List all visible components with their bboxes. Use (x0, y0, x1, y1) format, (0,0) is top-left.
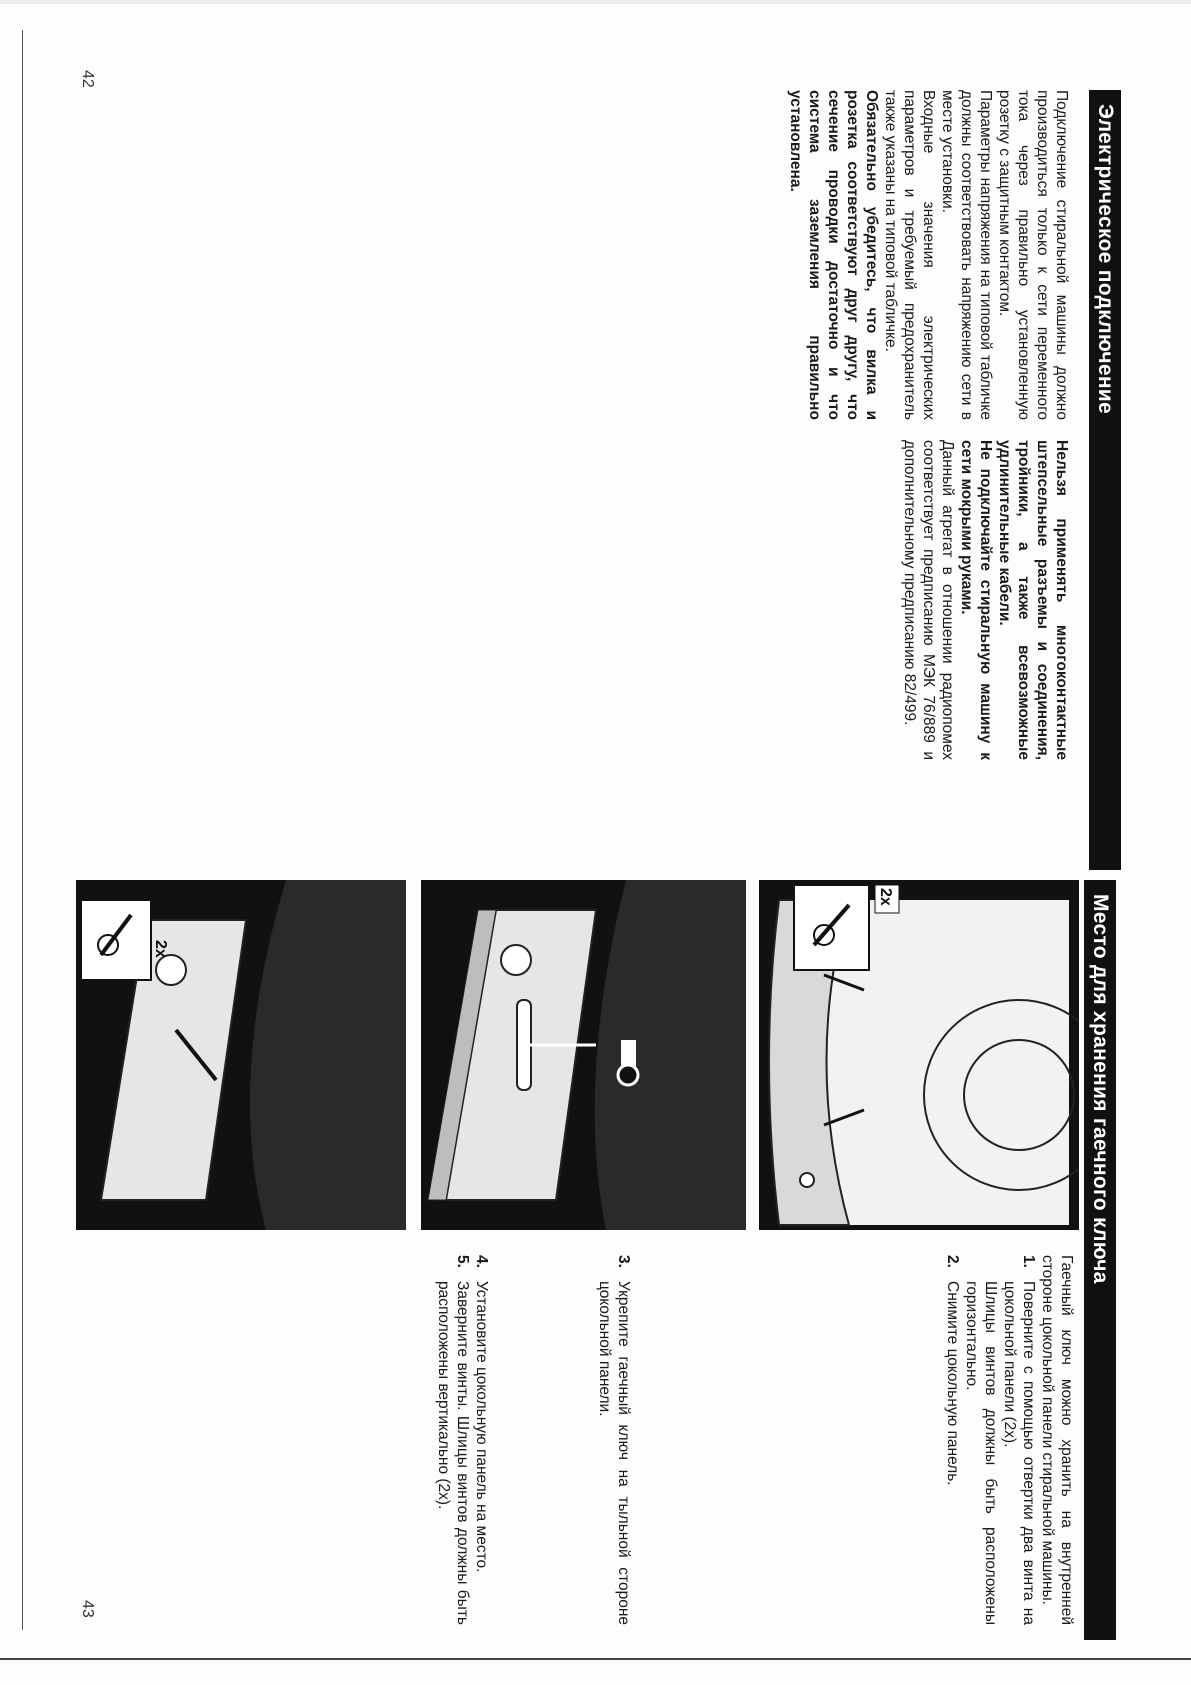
step-text: Поверните с помощью отвертки два винта на цокольной панели (2x). (1001, 1281, 1037, 1625)
figure-unscrew-panel-illustration (759, 880, 1079, 1230)
step-number: 3. (615, 1255, 632, 1268)
step-number: 5. (454, 1255, 471, 1268)
step-item (943, 1255, 962, 1625)
electrical-paragraph: Подключение стиральной машины должно производиться только к сети переменного тока через правильно установленную розетку с защитным контактом. (996, 90, 1070, 420)
electrical-warning: Обязательно убедитесь, что вилка и розетка соответствуют друг другу, что сечение проводки достаточно и что система заземления правильно установлена. (787, 90, 880, 420)
step-number: 1. (1020, 1255, 1037, 1268)
electrical-warning: Нельзя применять многоконтактные штепсельные разъемы и соединения, тройники, а также всевозможные удлинительные кабели. (996, 440, 1070, 760)
wrench-instructions-bottom (434, 1255, 491, 1625)
wrench-instructions-top (595, 1255, 1076, 1625)
step-text: Укрепите гаечный ключ на тыльной стороне цокольной панели. (596, 1281, 632, 1625)
wrench-steps-list (943, 1255, 1038, 1625)
step-item (595, 1255, 633, 1625)
figure-wrench-illustration (421, 880, 746, 1230)
electrical-warning: Не подключайте стиральную машину к сети мокрыми руками. (958, 440, 994, 760)
electrical-column-1 (786, 90, 1071, 420)
wrench-steps-list (595, 1255, 633, 1625)
wrench-steps-list (434, 1255, 491, 1625)
figure-label: 2x (877, 888, 894, 906)
step-number: 4. (473, 1255, 490, 1268)
electrical-paragraph: Входные значения электрических параметров и требуемый предохранитель также указаны на типовой табличке. (882, 90, 937, 420)
page-number-left: 42 (79, 70, 96, 88)
step-text: Снимите цокольную панель. (944, 1281, 961, 1486)
step-item (962, 1255, 1038, 1625)
figure-wrench-on-panel (421, 880, 746, 1230)
step-number: 2. (944, 1255, 961, 1268)
step-subtext: Шлицы винтов должны быть расположены горизонтально. (963, 1281, 999, 1625)
step-item (472, 1255, 491, 1625)
figure-unscrew-panel (759, 880, 1079, 1230)
page-number-right: 43 (79, 1600, 96, 1618)
figure-install-panel (76, 880, 406, 1230)
step-text: Заверните винты. Шлицы винтов должны быть расположены вертикально (2x). (435, 1281, 471, 1625)
electrical-paragraph: Параметры напряжения на типовой табличке должны соответствовать напряжению сети в месте установки. (939, 90, 994, 420)
wrench-intro: Гаечный ключ можно хранить на внутренней стороне цокольной панели стиральной машины. (1039, 1255, 1075, 1625)
electrical-column-2 (900, 440, 1071, 760)
step-text: Установите цокольную панель на место. (473, 1281, 490, 1573)
figure-install-illustration (76, 880, 406, 1230)
wrench-section-title: Место для хранения гаечного ключа (1084, 880, 1116, 1640)
electrical-section-title: Электрическое подключение (1089, 90, 1121, 870)
step-item (434, 1255, 472, 1625)
figure-label: 2x (152, 940, 169, 958)
electrical-paragraph: Данный агрегат в отношении радиопомех соответствует предписанию МЭК 76/889 и дополнительному предписанию 82/499. (901, 440, 956, 760)
